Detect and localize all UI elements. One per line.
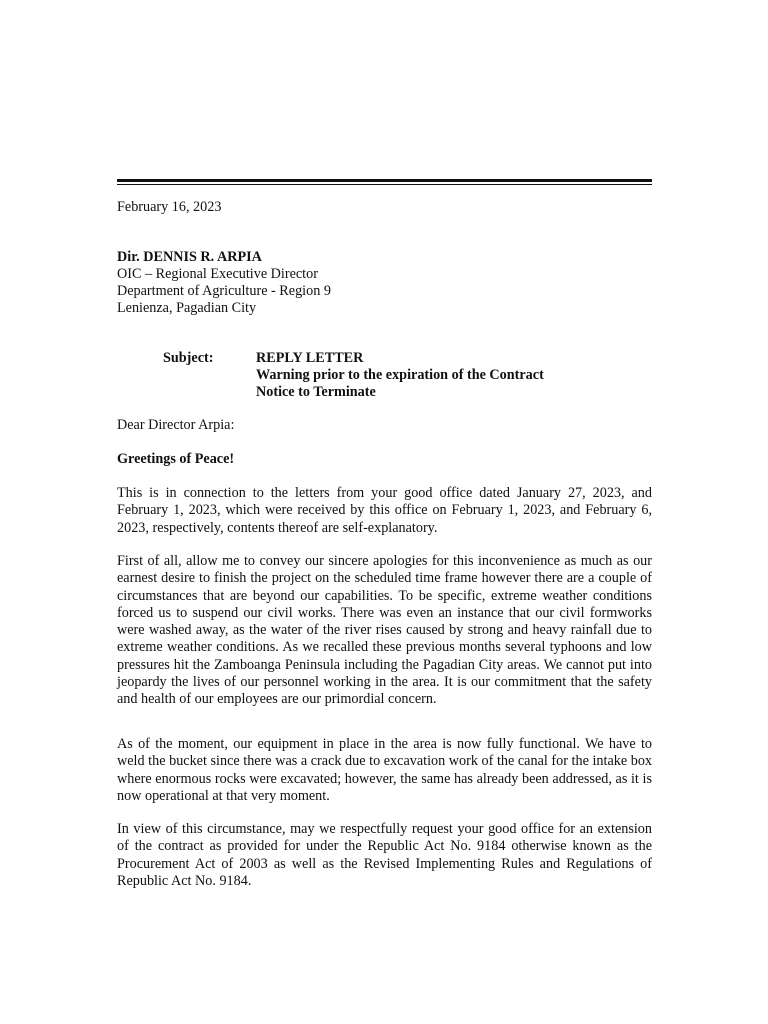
body-paragraph-3: As of the moment, our equipment in place in the area is now fully functional. We have to weld the bucket since there was a crack due to excavation work of the canal for the intake box where enormous rocks were excavated; however, the same has already been addressed, as it is now operational at that very moment. xyxy=(117,736,652,804)
subject-lines xyxy=(256,350,656,401)
subject-line-3: Notice to Terminate xyxy=(256,384,376,400)
body-paragraph-1: This is in connection to the letters from your good office dated January 27, 2023, and February 1, 2023, which were received by this office on February 1, 2023, and February 6, 2023, respectively, contents thereof are self-explanatory. xyxy=(117,485,652,536)
salutation: Dear Director Arpia: xyxy=(117,417,235,433)
header-rule-thick xyxy=(117,179,652,182)
recipient-name: Dir. DENNIS R. ARPIA xyxy=(117,249,262,265)
recipient-address: Lenienza, Pagadian City xyxy=(117,300,257,316)
body-paragraph-2: First of all, allow me to convey our sincere apologies for this inconvenience as much as our earnest desire to finish the project on the scheduled time frame however there are a couple of circumstances that are beyond our capabilities. To be specific, extreme weather conditions forced us to suspend our civil works. There was even an instance that our civil formworks were washed away, as the water of the river rises caused by strong and heavy rainfall due to extreme weather conditions. As we recalled these previous months several typhoons and low pressures hit the Zamboanga Peninsula including the Pagadian City areas. We cannot put into jeopardy the lives of our personnel working in the area. It is our commitment that the safety and health of our employees are our primordial concern. xyxy=(117,553,652,708)
subject-line-2: Warning prior to the expiration of the Contract xyxy=(256,367,544,383)
letter-date: February 16, 2023 xyxy=(117,199,222,215)
greeting: Greetings of Peace! xyxy=(117,451,235,467)
subject-label: Subject: xyxy=(163,350,214,366)
recipient-block xyxy=(117,249,652,317)
recipient-department: Department of Agriculture - Region 9 xyxy=(117,283,331,299)
recipient-title: OIC – Regional Executive Director xyxy=(117,266,318,282)
body-paragraph-4: In view of this circumstance, may we respectfully request your good office for an extension of the contract as provided for under the Republic Act No. 9184 otherwise known as the Procurement Act of 2003 as well as the Revised Implementing Rules and Regulations of Republic Act No. 9184. xyxy=(117,821,652,889)
subject-line-1: REPLY LETTER xyxy=(256,350,364,366)
header-rule-thin xyxy=(117,184,652,185)
